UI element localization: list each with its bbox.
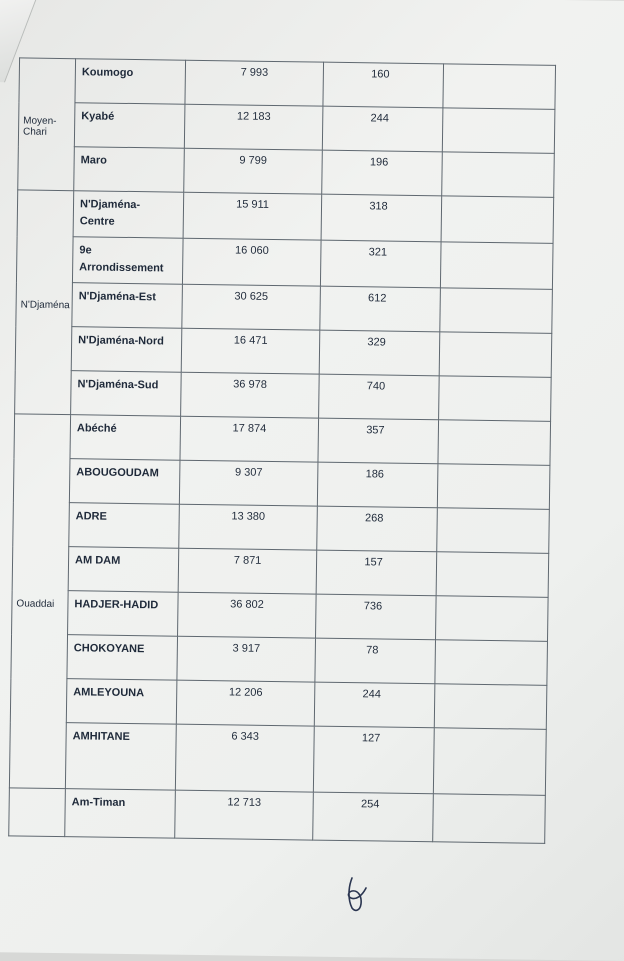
locality-name-cell: Am-Timan [65, 789, 176, 839]
value-2-cell: 254 [313, 792, 434, 842]
table-row [14, 414, 551, 465]
locality-name-cell: ABOUGOUDAM [69, 459, 180, 505]
value-1-cell: 12 183 [184, 104, 323, 150]
value-1-cell: 9 307 [179, 460, 318, 506]
table-row [17, 190, 554, 243]
value-1-cell: 15 911 [183, 192, 322, 240]
empty-cell [435, 596, 548, 642]
table-row [18, 146, 555, 197]
value-1-cell: 12 206 [176, 680, 315, 726]
locality-name-cell: CHOKOYANE [67, 635, 178, 681]
value-2-cell: 612 [320, 286, 441, 332]
table-row [9, 788, 546, 843]
value-2-cell: 268 [317, 506, 438, 552]
value-1-cell: 16 060 [182, 238, 321, 286]
table-row [10, 678, 547, 729]
region-label: Ouaddai [16, 597, 55, 610]
empty-cell [433, 794, 546, 844]
empty-cell [440, 288, 553, 334]
locality-name-cell: 9e Arrondissement [72, 237, 183, 285]
value-2-cell: 329 [319, 330, 440, 376]
locality-name-cell: Abéché [70, 415, 181, 461]
table-row [13, 458, 550, 509]
region-cell [15, 190, 74, 415]
empty-cell [436, 552, 549, 598]
table-row [11, 634, 548, 685]
locality-name-cell: AMHITANE [65, 723, 176, 791]
empty-cell [443, 64, 556, 110]
table-row [12, 546, 549, 597]
value-1-cell: 3 917 [177, 636, 316, 682]
locality-name-cell: N'Djaména- Centre [73, 191, 184, 239]
value-1-cell: 30 625 [182, 284, 321, 330]
value-1-cell: 12 713 [175, 790, 314, 840]
table-row [15, 326, 552, 377]
value-2-cell: 186 [317, 462, 438, 508]
value-2-cell: 160 [323, 62, 444, 108]
table-row [16, 282, 553, 333]
region-label: Moyen- Chari [22, 115, 57, 138]
table-row [16, 236, 553, 289]
empty-cell [434, 684, 547, 730]
locality-name-cell: N'Djaména-Sud [71, 371, 182, 417]
value-1-cell: 7 993 [185, 60, 324, 106]
value-2-cell: 127 [313, 726, 434, 794]
locality-name-cell: N'Djaména-Est [72, 283, 183, 329]
table-row [19, 58, 556, 109]
empty-cell [439, 332, 552, 378]
region-cell [9, 788, 66, 837]
locality-name-cell: Maro [74, 147, 185, 193]
value-1-cell: 6 343 [175, 724, 314, 792]
empty-cell [438, 420, 551, 466]
region-cell [18, 58, 76, 191]
value-1-cell: 13 380 [179, 504, 318, 550]
table-row [13, 502, 550, 553]
table-row [12, 590, 549, 641]
locality-name-cell: Koumogo [75, 59, 186, 105]
table-row [18, 102, 555, 153]
empty-cell [433, 728, 546, 796]
locality-name-cell: ADRE [69, 503, 180, 549]
region-cell [9, 414, 70, 789]
value-2-cell: 196 [322, 150, 443, 196]
empty-cell [437, 508, 550, 554]
signature-icon [342, 874, 376, 914]
empty-cell [435, 640, 548, 686]
empty-cell [439, 376, 552, 422]
value-1-cell: 17 874 [180, 416, 319, 462]
value-2-cell: 78 [315, 638, 436, 684]
value-2-cell: 357 [318, 418, 439, 464]
value-2-cell: 321 [320, 240, 441, 288]
value-1-cell: 7 871 [178, 548, 317, 594]
value-1-cell: 16 471 [181, 328, 320, 374]
empty-cell [440, 242, 553, 290]
value-2-cell: 736 [316, 594, 437, 640]
value-2-cell: 740 [319, 374, 440, 420]
locality-name-cell: N'Djaména-Nord [71, 327, 182, 373]
table-row [15, 370, 552, 421]
empty-cell [442, 152, 555, 198]
empty-cell [441, 196, 554, 244]
value-2-cell: 318 [321, 194, 442, 242]
value-1-cell: 9 799 [184, 148, 323, 194]
empty-cell [442, 108, 555, 154]
region-label: N'Djaména [20, 298, 70, 311]
empty-cell [437, 464, 550, 510]
locality-name-cell: AMLEYOUNA [66, 679, 177, 725]
locality-name-cell: Kyabé [74, 103, 185, 149]
table-row [9, 722, 546, 795]
value-2-cell: 244 [322, 106, 443, 152]
value-1-cell: 36 802 [178, 592, 317, 638]
value-2-cell: 157 [316, 550, 437, 596]
locality-name-cell: AM DAM [68, 547, 179, 593]
locality-name-cell: HADJER-HADID [68, 591, 179, 637]
value-2-cell: 244 [314, 682, 435, 728]
data-table [8, 57, 556, 843]
value-1-cell: 36 978 [181, 372, 320, 418]
